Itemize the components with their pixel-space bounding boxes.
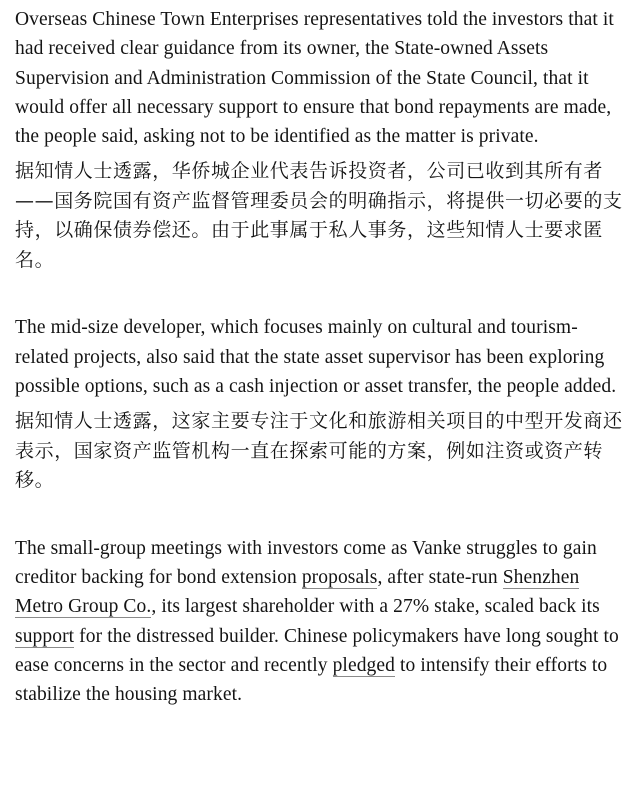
paragraph-block-3 (15, 534, 627, 710)
paragraph-english-2: The mid-size developer, which focuses mainly on cultural and tourism-related projects, also said that the state asset supervisor has been exploring possible options, such as a cash injection or asset transfer, the people added. (15, 317, 617, 398)
text-segment: The small-group meetings with investors come as Vanke struggles to gain creditor backing for bond extension (15, 537, 597, 589)
paragraph-english-3 (15, 534, 627, 710)
proposals-link[interactable]: proposals (301, 567, 378, 589)
text-segment: to intensify their efforts to stabilize the housing market. (15, 655, 608, 706)
support-link[interactable]: support (15, 625, 75, 647)
text-segment: for the distressed builder. Chinese policymakers have long sought to ease concerns in the sector and recently (15, 625, 619, 677)
shenzhen-metro-link[interactable]: Shenzhen Metro Group Co. (15, 567, 580, 618)
text-segment: , its largest shareholder with a 27% stake, scaled back its (151, 596, 600, 618)
paragraph-chinese-2: 据知情人士透露，这家主要专注于文化和旅游相关项目的中型开发商还表示，国家资产监管机构一直在探索可能的方案，例如注资或资产转移。 (15, 410, 623, 492)
text-segment: , after state-run (377, 567, 503, 589)
paragraph-english-1: Overseas Chinese Town Enterprises representatives told the investors that it had received clear guidance from its owner, the State-owned Assets Supervision and Administration Commission of the State Council, that it would offer all necessary support to ensure that bond repayments are made, the people said, asking not to be identified as the matter is private. (15, 9, 614, 148)
paragraph-block-2 (15, 313, 627, 495)
paragraph-block-1 (15, 5, 627, 275)
paragraph-chinese-1: 据知情人士透露，华侨城企业代表告诉投资者，公司已收到其所有者——国务院国有资产监督管理委员会的明确指示，将提供一切必要的支持，以确保债券偿还。由于此事属于私人事务，这些知情人士要求匿名。 (15, 160, 623, 271)
article-body (15, 5, 627, 710)
pledged-link[interactable]: pledged (332, 655, 396, 677)
